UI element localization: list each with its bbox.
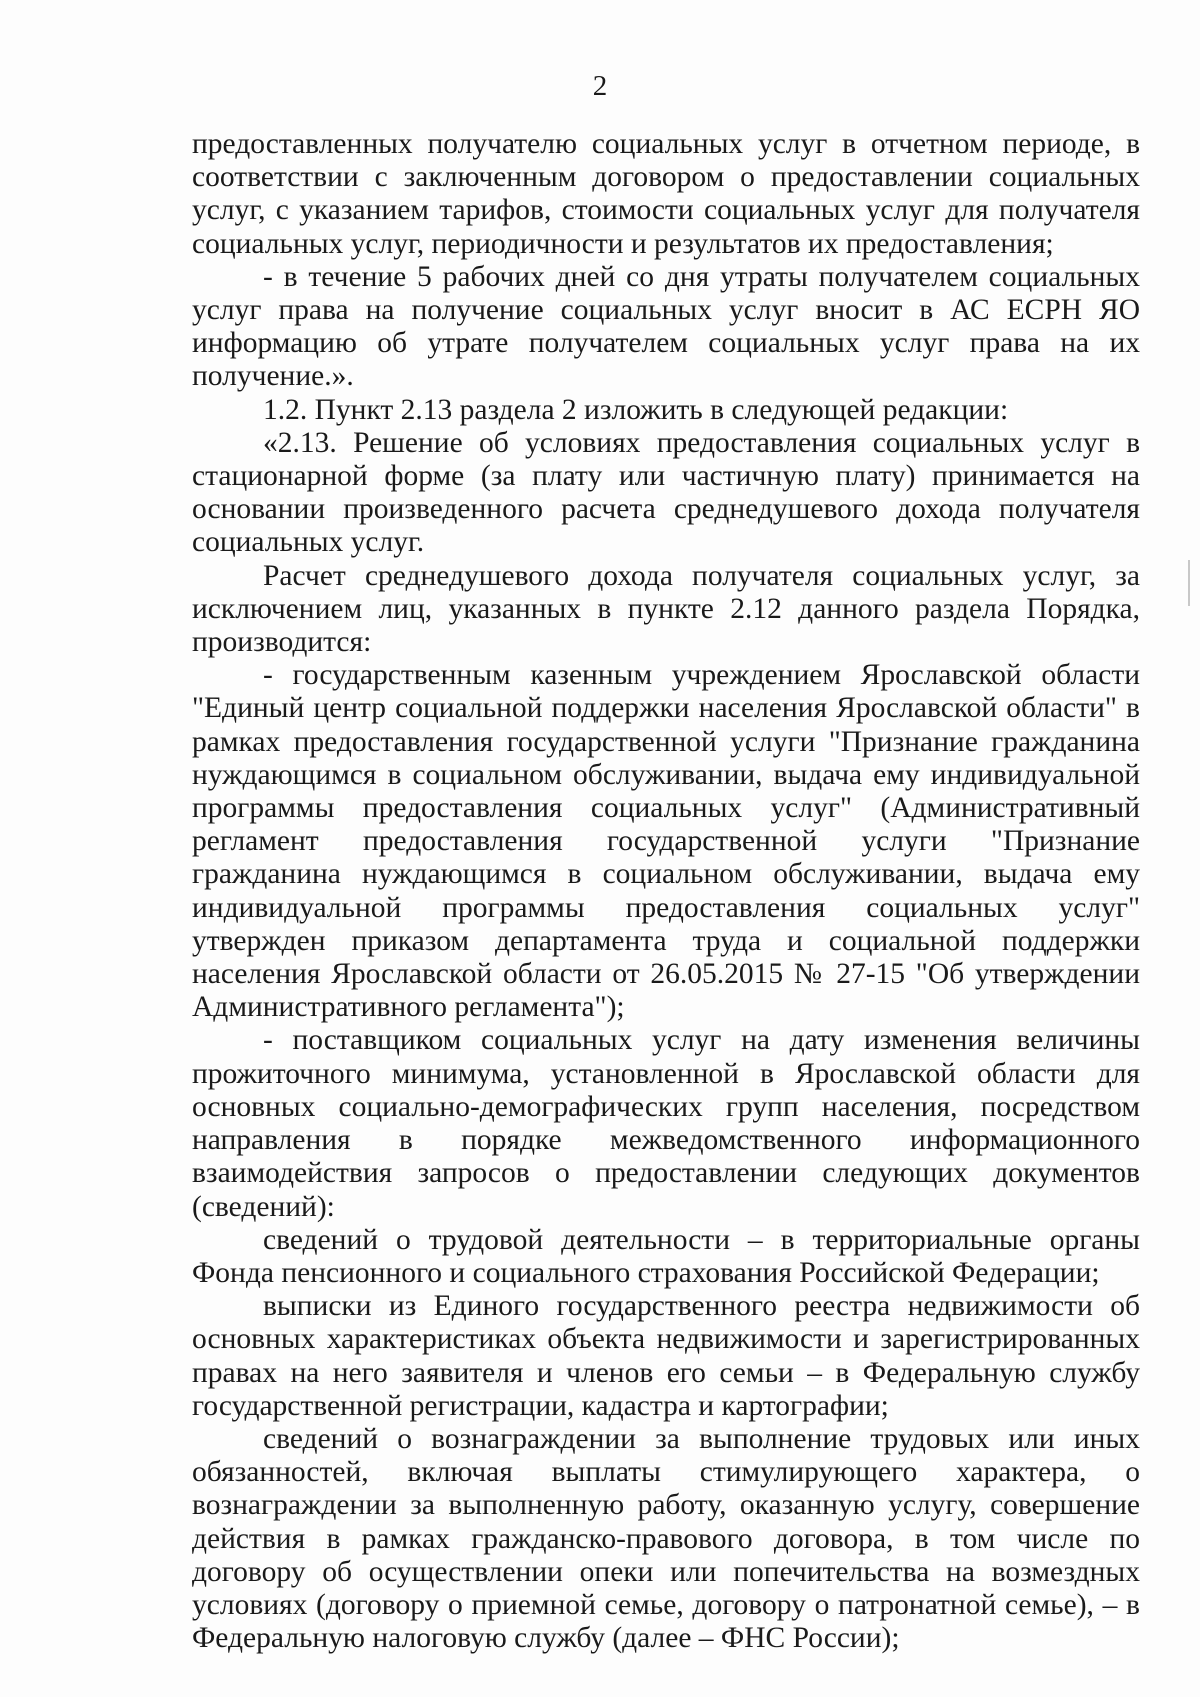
document-body	[192, 128, 1140, 1655]
scan-edge-mark	[1188, 560, 1190, 606]
paragraph-clause-2-13: «2.13. Решение об условиях предоставления социальных услуг в стационарной форме (за плату или частичную плату) принимается на основании произведенного расчета среднедушевого дохода получателя социальных услуг.	[192, 426, 1140, 559]
paragraph-income-calculation: Расчет среднедушевого дохода получателя социальных услуг, за исключением лиц, указанных в пункте 2.12 данного раздела Порядка, производится:	[192, 559, 1140, 659]
paragraph-service-provider: - поставщиком социальных услуг на дату изменения величины прожиточного минимума, установленной в Ярославской области для основных социально-демографических групп населения, посредством направления в порядке межведомственного информационного взаимодействия запросов о предоставлении следующих документов (сведений):	[192, 1024, 1140, 1223]
paragraph-state-institution: - государственным казенным учреждением Ярославской области "Единый центр социальной поддержки населения Ярославской области" в рамках предоставления государственной услуги "Признание гражданина нуждающимся в социальном обслуживании, выдача ему индивидуальной программы предоставления социальных услуг" (Административный регламент предоставления государственной услуги "Признание гражданина нуждающимся в социальном обслуживании, выдача ему индивидуальной программы предоставления социальных услуг" утвержден приказом департамента труда и социальной поддержки населения Ярославской области от 26.05.2015 № 27-15 "Об утверждении Административного регламента");	[192, 659, 1140, 1024]
paragraph-labor-info: сведений о трудовой деятельности – в территориальные органы Фонда пенсионного и социального страхования Российской Федерации;	[192, 1223, 1140, 1289]
page-number: 2	[592, 70, 608, 102]
paragraph-clause-1-2: 1.2. Пункт 2.13 раздела 2 изложить в следующей редакции:	[263, 393, 1009, 426]
paragraph-remuneration-info: сведений о вознаграждении за выполнение трудовых или иных обязанностей, включая выплаты стимулирующего характера, о вознаграждении за выполненную работу, оказанную услугу, совершение действия в рамках гражданско-правового договора, в том числе по договору об осуществлении опеки или попечительства на возмездных условиях (договору о приемной семье, договору о патронатной семье), – в Федеральную налоговую службу (далее – ФНС России);	[192, 1422, 1140, 1655]
paragraph-continuation: предоставленных получателю социальных услуг в отчетном периоде, в соответствии с заключенным договором о предоставлении социальных услуг, с указанием тарифов, стоимости социальных услуг для получателя социальных услуг, периодичности и результатов их предоставления;	[192, 128, 1140, 260]
paragraph-rights-loss: - в течение 5 рабочих дней со дня утраты получателем социальных услуг права на получение социальных услуг вносит в АС ЕСРН ЯО информацию об утрате получателем социальных услуг права на их получение.».	[192, 260, 1140, 393]
paragraph-real-estate-extract: выписки из Единого государственного реестра недвижимости об основных характеристиках объекта недвижимости и зарегистрированных правах на него заявителя и членов его семьи – в Федеральную службу государственной регистрации, кадастра и картографии;	[192, 1290, 1140, 1422]
